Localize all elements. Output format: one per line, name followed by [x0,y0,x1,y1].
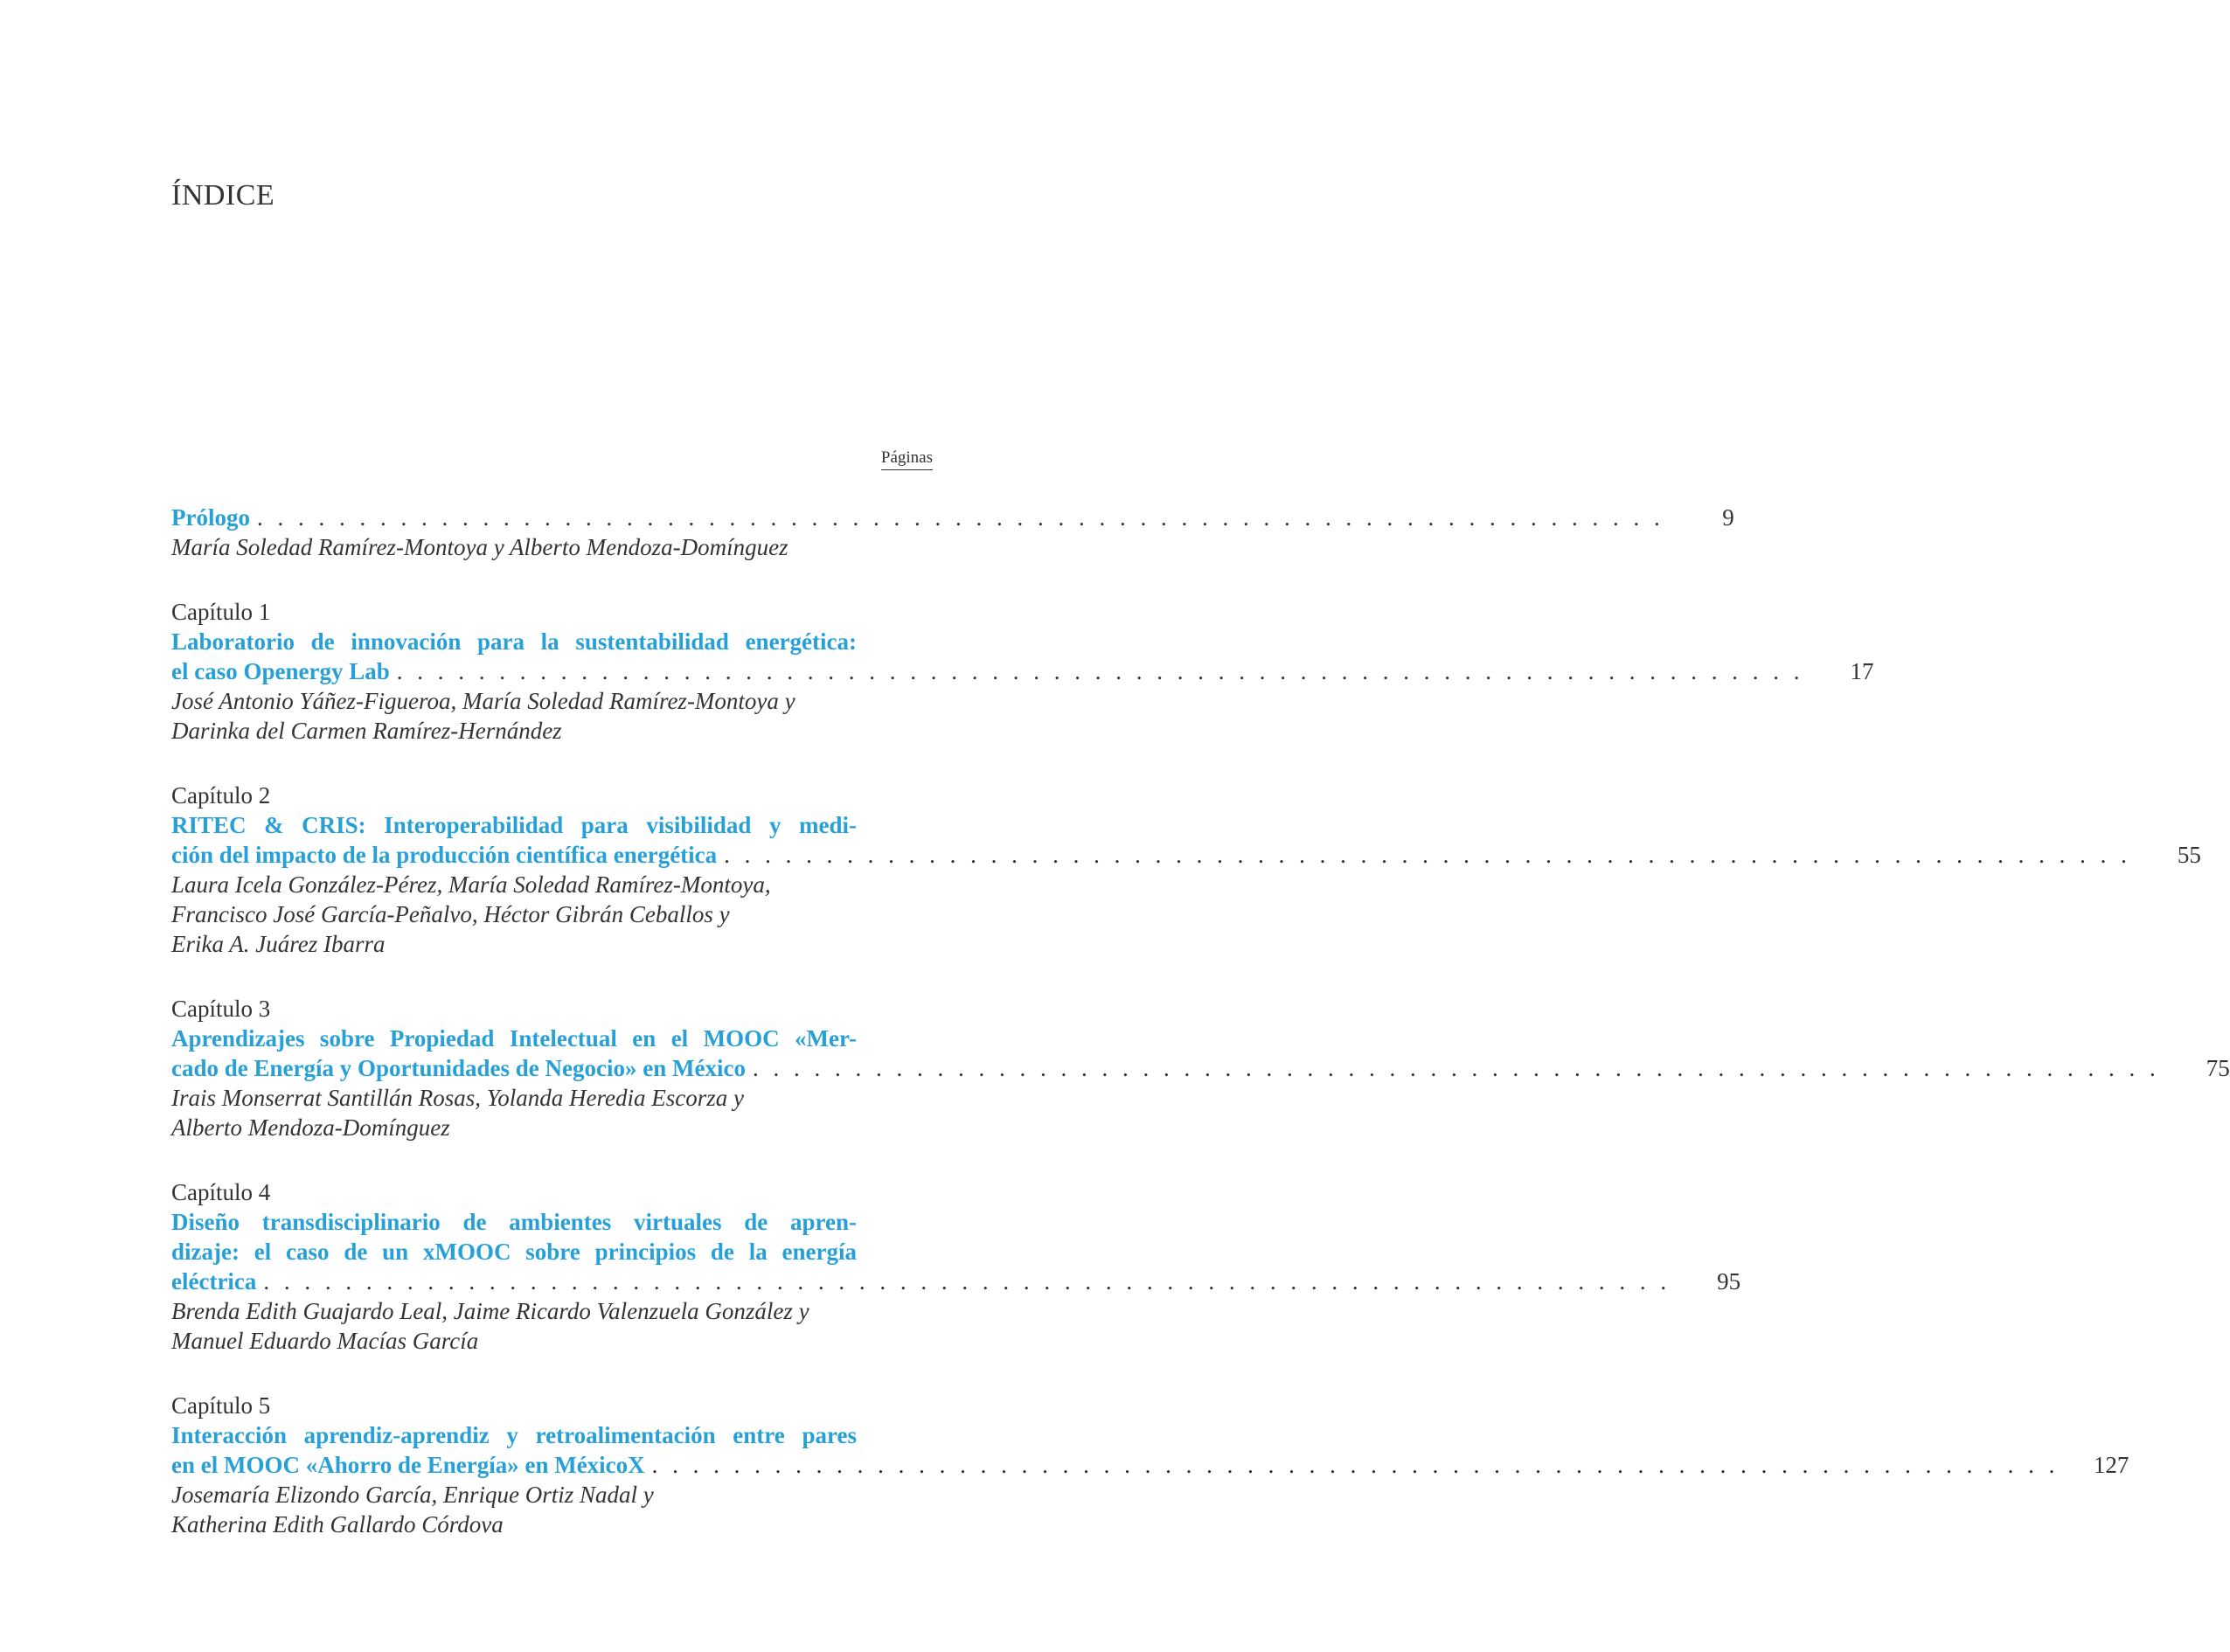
entry-title-text[interactable]: eléctrica [171,1268,257,1295]
entry-title-text[interactable]: Interacción aprendiz-aprendiz y retroalimentación entre pares [171,1422,857,1448]
chapter-label: Capítulo 2 [171,782,271,809]
toc-entry [171,597,1874,746]
page-number: 95 [1717,1268,1741,1295]
entry-authors: Alberto Mendoza-Domínguez [171,1114,450,1141]
entry-title-line[interactable] [171,1450,2129,1480]
chapter-label: Capítulo 4 [171,1179,271,1205]
page-number: 127 [2093,1452,2129,1478]
entry-title-line[interactable] [171,627,932,656]
entry-title-text[interactable]: Aprendizajes sobre Propiedad Intelectual en el MOOC «Mer- [171,1025,857,1052]
page-number: 17 [1850,658,1874,684]
entry-title-line[interactable] [171,810,932,840]
entry-title-line[interactable] [171,1267,1741,1296]
entry-authors: Katherina Edith Gallardo Córdova [171,1511,504,1537]
toc-entry [171,781,2201,959]
page-number: 75 [2206,1055,2230,1081]
chapter-label: Capítulo 1 [171,599,271,625]
entry-authors: Josemaría Elizondo García, Enrique Ortiz Nadal y [171,1482,654,1508]
entry-title-line[interactable] [171,1024,932,1053]
toc-entry [171,503,1734,562]
entry-title-line[interactable] [171,656,1874,686]
dot-leader: . . . . . . . . . . . . . . . . . . . . . . . . . . . . . . . . . . . . . . . . . . . . . . . . . . . . . . . . . . . . . . . . . . . . . [651,1452,2060,1478]
toc-entry [171,1391,2129,1539]
entry-title-line[interactable] [171,1207,932,1237]
chapter-label: Capítulo 5 [171,1392,271,1419]
entry-title-line[interactable] [171,503,1734,532]
toc-entry [171,1177,1741,1356]
entry-title-text[interactable]: cado de Energía y Oportunidades de Negocio» en México [171,1055,746,1081]
entry-title-text[interactable]: Laboratorio de innovación para la sustentabilidad energética: [171,628,857,655]
chapter-label: Capítulo 3 [171,996,271,1022]
entry-authors: José Antonio Yáñez-Figueroa, María Soledad Ramírez-Montoya y [171,688,795,714]
entry-authors: Manuel Eduardo Macías García [171,1328,479,1354]
entry-title-text[interactable]: RITEC & CRIS: Interoperabilidad para visibilidad y medi- [171,812,857,838]
entry-title-text[interactable]: en el MOOC «Ahorro de Energía» en MéxicoX [171,1452,645,1478]
entry-title-text[interactable]: Prólogo [171,504,250,531]
dot-leader: . . . . . . . . . . . . . . . . . . . . . . . . . . . . . . . . . . . . . . . . . . . . . . . . . . . . . . . . . . . . . . . . . . . . . [256,504,1664,531]
entry-title-text[interactable]: ción del impacto de la producción científica energética [171,842,718,868]
entry-title-text[interactable]: Diseño transdisciplinario de ambientes virtuales de apren- [171,1209,857,1235]
entry-authors: Erika A. Juárez Ibarra [171,931,386,957]
entry-title-line[interactable] [171,1237,932,1267]
entry-authors: Laura Icela González-Pérez, María Soledad Ramírez-Montoya, [171,871,771,898]
dot-leader: . . . . . . . . . . . . . . . . . . . . . . . . . . . . . . . . . . . . . . . . . . . . . . . . . . . . . . . . . . . . . . . . . . . . . [752,1055,2160,1081]
entry-title-text[interactable]: el caso Openergy Lab [171,658,390,684]
entry-authors: Francisco José García-Peñalvo, Héctor Gibrán Ceballos y [171,901,730,927]
page-title: ÍNDICE [171,179,275,212]
table-of-contents [171,503,2230,1539]
entry-authors: María Soledad Ramírez-Montoya y Alberto Mendoza-Domínguez [171,534,788,560]
entry-title-line[interactable] [171,1420,932,1450]
page-number: 9 [1722,504,1734,531]
pages-column-label: Páginas [881,448,933,470]
entry-authors: Brenda Edith Guajardo Leal, Jaime Ricardo Valenzuela González y [171,1298,809,1324]
entry-authors: Darinka del Carmen Ramírez-Hernández [171,718,562,744]
entry-title-line[interactable] [171,840,2201,870]
entry-title-line[interactable] [171,1053,2230,1083]
entry-authors: Irais Monserrat Santillán Rosas, Yolanda Heredia Escorza y [171,1085,745,1111]
entry-title-text[interactable]: dizaje: el caso de un xMOOC sobre principios de la energía [171,1239,857,1265]
dot-leader: . . . . . . . . . . . . . . . . . . . . . . . . . . . . . . . . . . . . . . . . . . . . . . . . . . . . . . . . . . . . . . . . . . . . . [724,842,2131,868]
dot-leader: . . . . . . . . . . . . . . . . . . . . . . . . . . . . . . . . . . . . . . . . . . . . . . . . . . . . . . . . . . . . . . . . . . . . . [396,658,1804,684]
page-number: 55 [2177,842,2201,868]
dot-leader: . . . . . . . . . . . . . . . . . . . . . . . . . . . . . . . . . . . . . . . . . . . . . . . . . . . . . . . . . . . . . . . . . . . . . [263,1268,1671,1295]
toc-entry [171,994,2230,1142]
